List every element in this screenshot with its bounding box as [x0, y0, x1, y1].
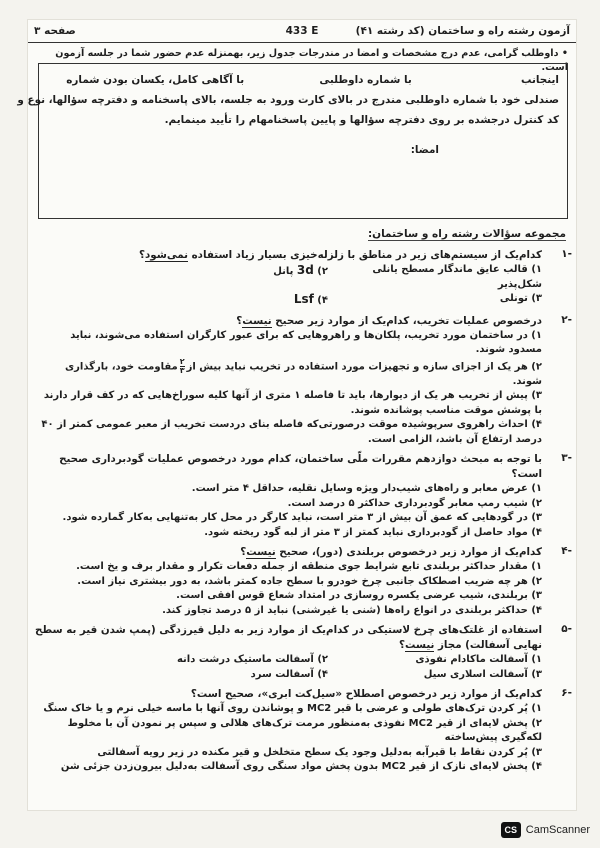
- question-5: [34, 623, 572, 682]
- candidate-notice: • داوطلب گرامی، عدم درج مشخصات و امضا در مندرجات جدول زیر، بهمنزله عدم حضور شما در جلسه آزمون است.: [55, 48, 568, 73]
- options-grid: [34, 263, 542, 309]
- option-3: ۳) بربلندی، شیب عرضی یکسره روسازی در امتداد شعاع قوس افقی است.: [176, 590, 542, 601]
- question-stem: کدام‌یک از موارد زیر درخصوص بربلندی (دور)، صحیح نیست؟: [240, 546, 542, 558]
- option-3: ۳) آسفالت اسلاری سیل: [423, 668, 542, 680]
- signature-label: امضا:: [410, 144, 439, 156]
- question-2: [34, 314, 572, 448]
- option-4: ۴) حداکثر بربلندی در انواع راه‌ها (شنی یا غیرشنی) نباید از ۵ درصد تجاوز کند.: [162, 604, 542, 616]
- questions-list: [34, 248, 572, 780]
- candidate-declaration-box: [17, 63, 568, 219]
- question-stem: کدام‌یک از موارد زیر درخصوص اصطلاح «سیل‌کت ابری»، صحیح است؟: [190, 688, 542, 700]
- option-4: ۴) آسفالت سرد: [250, 668, 328, 680]
- option-3: ۳) پُر کردن نقاط با قیرآبه به‌دلیل وجود یک سطح متخلخل و قیر مکنده در زیر رویه آسفالتی: [97, 746, 542, 758]
- question-6: [34, 687, 572, 775]
- declaration-line-3: کد کنترل درجشده بر روی دفترچه سؤالها و پایین پاسخنامهام را تأیید مینمایم.: [164, 114, 559, 126]
- option-2: ۲) هر یک از اجزای سازه و تجهیزات مورد استفاده در تخریب نباید بیش از $\frac{۲}{۳}$ مقاومت خود، بارگذاری شوند.: [65, 356, 542, 387]
- page-number: صفحه ۳: [34, 25, 76, 37]
- question-3: [34, 452, 572, 540]
- question-stem: درخصوص عملیات تخریب، کدام‌یک از موارد زیر صحیح نیست؟: [236, 314, 542, 327]
- option-4: ۴) مواد حاصل از گودبرداری نباید کمتر از ۳ متر از لبه گود ریخته شود.: [204, 526, 542, 538]
- option-4: ۴) پخش لایه‌ای نازک از قیر MC2 بدون پخش مواد سنگی روی آسفالت به‌دلیل بیرون‌زدن جزئی شن: [60, 761, 542, 772]
- option-4: ۴) احداث راهروی سرپوشیده موقت درصورتی‌که فاصله بنای دردست تخریب از معبر عمومی کمتر از ۴۰ درصد ارتفاع آن باشد، الزامی است.: [41, 419, 542, 445]
- options-grid: [34, 653, 542, 682]
- declaration-text-1: با آگاهی کامل، یکسان بودن شماره: [66, 74, 245, 86]
- exam-title: آزمون رشته راه و ساختمان (کد رشته ۴۱): [355, 25, 570, 37]
- declaration-line-1: [47, 70, 559, 90]
- option-1: ۱) عرض معابر و راه‌های شیب‌دار ویژه وسایل نقلیه، حداقل ۴ متر است.: [191, 483, 542, 494]
- question-stem: استفاده از غلتک‌های چرخ لاستیکی در کدام‌یک از موارد زیر به دلیل قیرزدگی (پمپ شدن قیر به سطح نهایی آسفالت) مجاز نیست؟: [35, 624, 542, 651]
- question-number: -۳: [561, 452, 572, 464]
- question-4: [34, 545, 572, 618]
- question-number: -۶: [561, 687, 572, 699]
- question-number: -۵: [561, 623, 572, 635]
- option-1: ۱) قالب عایق ماندگار مسطح یا‌نلی شکل‌پذیر: [372, 264, 542, 290]
- option-3: ۳) پیش از تخریب هر یک از دیوارها، باید تا فاصله ۱ متری از آنها کلیه سوراخ‌هایی که در کف قرار دارند با پوشش موقت مناسب پوشانده شوند.: [43, 390, 542, 416]
- question-stem: کدام‌یک از سیستم‌های زیر در مناطق با زلزله‌خیزی بسیار زیاد استفاده نمی‌شود؟: [138, 249, 542, 261]
- camscanner-label: CamScanner: [525, 824, 590, 836]
- option-4: ۴) Lsf: [293, 292, 328, 306]
- option-2: ۲) 3d پانل: [273, 263, 328, 277]
- exam-sheet: [17, 20, 576, 810]
- option-2: ۲) آسفالت ماستیک درشت دانه: [176, 654, 328, 665]
- camscanner-watermark: [501, 822, 590, 838]
- declaration-name-label: اینجانب: [521, 74, 559, 86]
- question-number: -۲: [561, 313, 572, 326]
- option-3: ۳) تونلی: [499, 293, 542, 304]
- page-header: [28, 20, 576, 43]
- fraction: $\frac{۲}{۳}$: [179, 356, 185, 375]
- option-3: ۳) در گودهایی که عمق آن بیش از ۳ متر است، نباید کارگر در محل کار به‌تنهایی به‌کار گمارده شود.: [62, 512, 542, 523]
- question-number: -۱: [561, 248, 572, 260]
- option-1: ۱) آسفالت ماکادام نفوذی: [415, 654, 542, 665]
- option-1: ۱) پُر کردن ترک‌های طولی و عرضی با قیر MC2 و پوشاندن روی آنها با ماسه خیلی نرم و یا خاک سنگ: [43, 703, 542, 714]
- option-2: ۲) هر چه ضریب اصطکاک جانبی چرخ خودرو با سطح جاده کمتر باشد، به دور بیشتری نیاز است.: [77, 575, 542, 587]
- section-title: مجموعه سؤالات رشته راه و ساختمان:: [367, 228, 566, 240]
- camscanner-logo-icon: CS: [501, 822, 521, 838]
- option-1: ۱) در ساختمان مورد تخریب، پلکان‌ها و راهروهایی که برای عبور کارگران استفاده می‌شوند، نباید مسدود شوند.: [70, 329, 542, 355]
- question-1: [34, 248, 572, 309]
- declaration-number-label: با شماره داوطلبی: [319, 74, 412, 86]
- declaration-line-2: صندلی خود با شماره داوطلبی مندرج در بالای کارت ورود به جلسه، بالای پاسخنامه و دفترچه سؤالها، نوع و: [17, 94, 559, 106]
- option-1: ۱) مقدار حداکثر بربلندی تابع شرایط جوی منطقه از جمله دفعات تکرار و مقدار برف و یخ است.: [76, 561, 542, 572]
- question-number: -۴: [561, 545, 572, 557]
- option-2: ۲) پخش لایه‌ای از قیر MC2 نفوذی به‌منظور مرمت ترک‌های هلالی و سپس پر نمودن آن با مخلوط لکه‌گیری پیش‌ساخته: [67, 717, 542, 743]
- question-stem: با توجه به مبحث دوازدهم مقررات ملّی ساختمان، کدام مورد درخصوص عملیات گودبرداری صحیح است؟: [59, 453, 542, 480]
- booklet-code: 433 E: [285, 25, 319, 37]
- option-2: ۲) شیب رمپ معابر گودبرداری حداکثر ۵ درصد است.: [287, 497, 542, 509]
